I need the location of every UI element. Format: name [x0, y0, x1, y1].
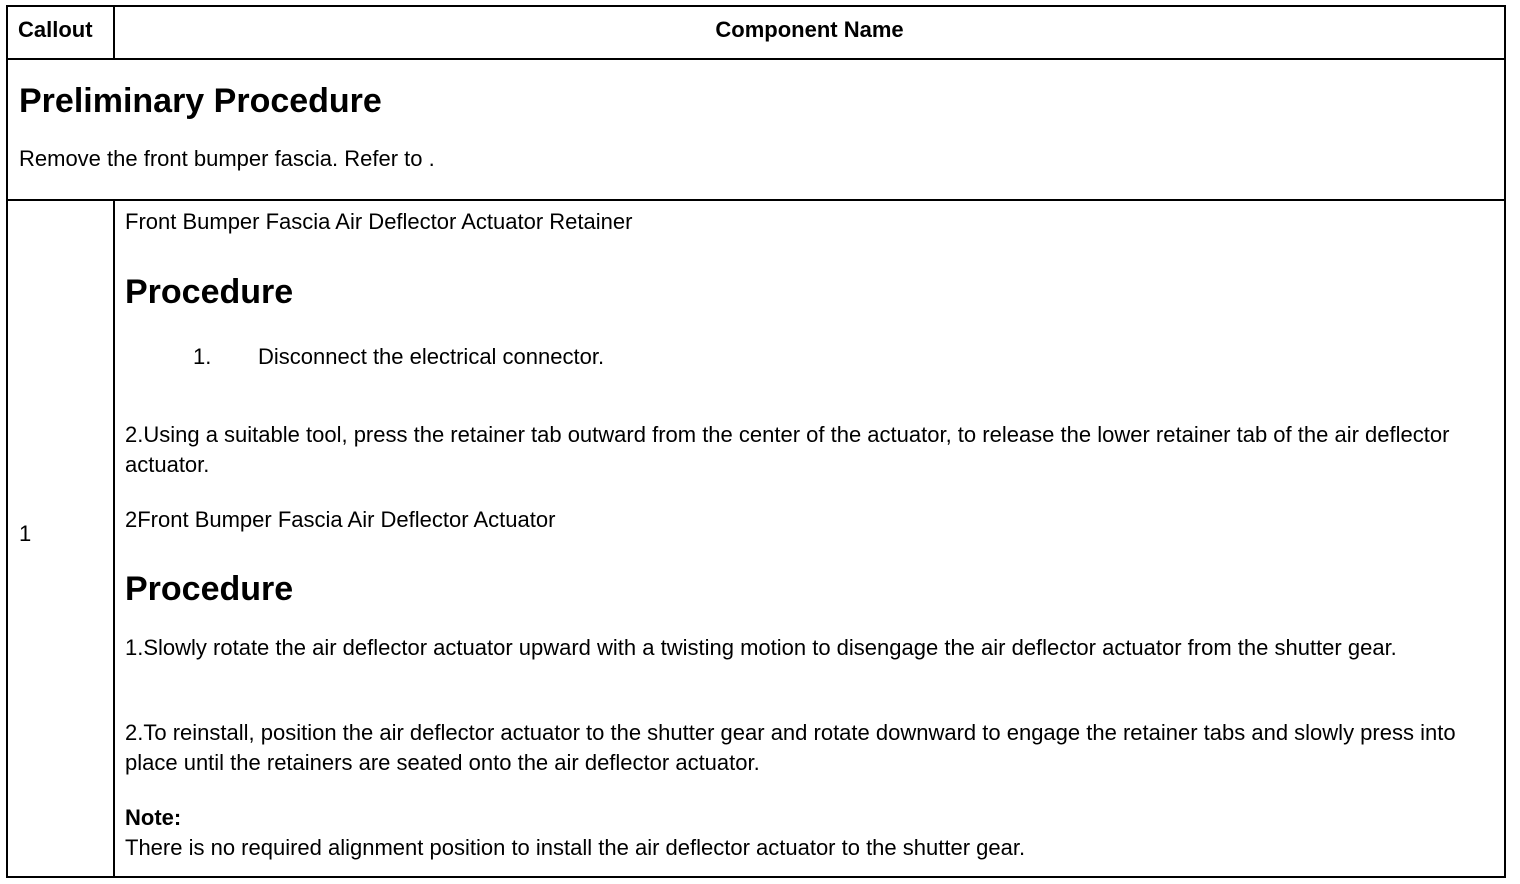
step-text-reinstall: 2.To reinstall, position the air deflector actuator to the shutter gear and rotate downward to engage the retainer tabs and slowly press into place until the retainers are seated onto the air deflector actuator. — [125, 720, 1456, 775]
component-name-header: Component Name — [715, 17, 904, 42]
preliminary-procedure-title: Preliminary Procedure — [19, 82, 382, 120]
preliminary-divider — [8, 199, 1504, 201]
component-table — [6, 5, 1506, 878]
callout-number: 1 — [19, 521, 32, 546]
procedure-title-actuator: Procedure — [125, 570, 294, 608]
callout-header: Callout — [18, 17, 93, 42]
step-number: 1. — [193, 344, 212, 369]
preliminary-procedure-text: Remove the front bumper fascia. Refer to . — [19, 146, 435, 171]
procedure-title-retainer: Procedure — [125, 273, 294, 311]
step-text-rotate: 1.Slowly rotate the air deflector actuator upward with a twisting motion to disengage the air deflector actuator from the shutter gear. — [125, 635, 1397, 660]
note-text: There is no required alignment position to install the air deflector actuator to the shutter gear. — [125, 835, 1026, 860]
row-column-divider — [113, 199, 115, 876]
note-label: Note: — [125, 805, 182, 830]
component-name-actuator: 2Front Bumper Fascia Air Deflector Actuator — [125, 507, 556, 532]
component-name-retainer: Front Bumper Fascia Air Deflector Actuator Retainer — [125, 209, 633, 234]
header-divider — [8, 58, 1504, 60]
step-text-disconnect: Disconnect the electrical connector. — [258, 344, 605, 369]
step-text-release-tab: 2.Using a suitable tool, press the retainer tab outward from the center of the actuator, to release the lower retainer tab of the air deflector actuator. — [125, 422, 1450, 477]
